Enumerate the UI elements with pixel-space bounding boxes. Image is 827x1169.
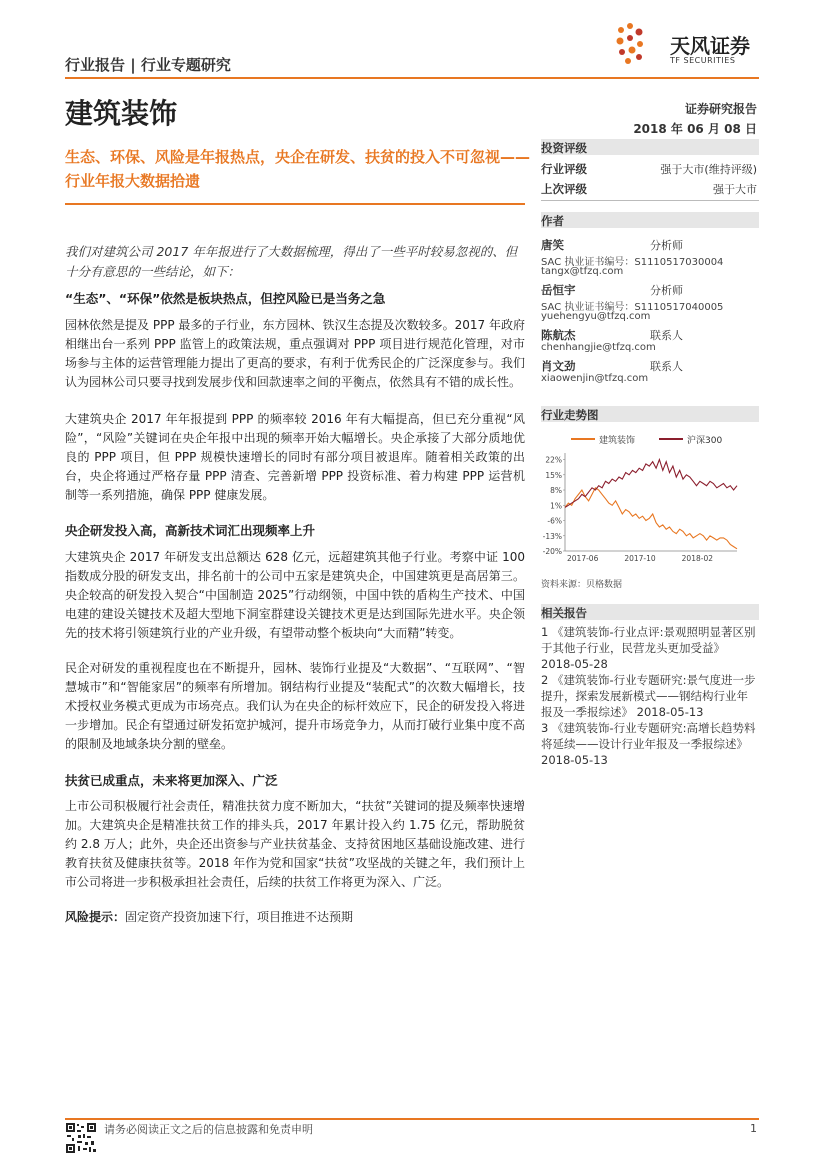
related-report-text: 3 《建筑装饰-行业专题研究:高增长趋势料将延续——设计行业年报及一季报综述》 xyxy=(541,721,756,751)
author-role-1: 分析师 xyxy=(650,239,683,252)
related-title: 相关报告 xyxy=(541,606,587,620)
breadcrumb: 行业报告 | 行业专题研究 xyxy=(65,56,231,74)
y-tick-label: 8% xyxy=(550,486,562,496)
related-report-date: 2018-05-28 xyxy=(541,657,608,671)
prev-rating-label: 上次评级 xyxy=(541,182,587,196)
series-line-construction xyxy=(565,488,737,549)
section-1-paragraph-1: 园林依然是提及 PPP 最多的子行业，东方园林、铁汉生态提及次数较多。2017 年政府相继出台一系列 PPP 监管上的政策法规，重点强调对 PPP 项目进行规范化管理，对市场参与主体的运营管理能力提出了更高的要求，有利于优秀民企的广泛深度参与。我们认为园林公司只要寻找到发展步伐和回款速率之间的平衡点，依然具有不错的成长性。 xyxy=(65,318,525,389)
section-1-paragraph-2: 大建筑央企 2017 年年报提到 PPP 的频率较 2016 年有大幅提高，但已充分重视“风险”，“风险”关键词在央企年报中出现的频率开始大幅增长。央企承接了大部分质地优良的 PPP 项目，但 PPP 规模快速增长的同时有部分项目被退库。随着相关政策的出台，央企将通过严格存量 PPP 清查、完善新增 PPP 投资标准、着力构建 PPP 运营机制等一系列措施，确保 PPP 健康发展。 xyxy=(65,412,525,502)
y-tick-label: 1% xyxy=(550,501,562,511)
rating-title: 投资评级 xyxy=(541,141,587,155)
risk-label: 风险提示： xyxy=(65,910,126,924)
related-report-date: 2018-05-13 xyxy=(636,705,704,719)
footer-disclaimer[interactable]: 请务必阅读正文之后的信息披露和免责申明 xyxy=(104,1123,313,1136)
y-tick-label: -20% xyxy=(542,547,562,556)
section-title-2: 央企研发投入高，高新技术词汇出现频率上升 xyxy=(65,523,316,538)
authors-title-bar xyxy=(541,212,759,228)
industry-rating-label: 行业评级 xyxy=(541,162,587,176)
intro-paragraph: 我们对建筑公司 2017 年年报进行了大数据梳理，得出了一些平时较易忽视的、但十分有意思的一些结论，如下： xyxy=(65,244,518,279)
qr-code-icon xyxy=(65,1122,97,1154)
header-rule xyxy=(65,77,759,79)
author-name-1: 唐笑 xyxy=(541,238,564,252)
section-2-paragraph-1: 大建筑央企 2017 年研发支出总额达 628 亿元，远超建筑其他子行业。考察中证 100 指数成分股的研发支出，排名前十的公司中五家是建筑央企，中国建筑更是高居第三。央企较高的研发投入契合“中国制造 2025”行动纲领，中国中铁的盾构生产技术、中国电建的建设关键技术及超大型地下洞室群建设关键技术更是达到国际先进水平。央企领先的技术将引领建筑行业的产业升级，有望带动整个板块向“大而精”转变。 xyxy=(65,550,525,640)
report-date: 2018 年 06 月 08 日 xyxy=(633,122,757,136)
related-report-1[interactable] xyxy=(541,624,759,672)
author-role-3: 联系人 xyxy=(650,329,683,342)
section-2-paragraph-2: 民企对研发的重视程度也在不断提升，园林、装饰行业提及“大数据”、“互联网”、“智慧城市”和“智能家居”的频率有所增加。钢结构行业提及“装配式”的次数大幅增长，技术授权业务模式更成为市场亮点。我们认为在央企的标杆效应下，民企的研发投入将进一步增加。民企有望通过研发拓宽护城河，提升市场竞争力，从而打破行业集中度不高的限制及地域条块分割的壁垒。 xyxy=(65,661,525,751)
y-tick-label: -6% xyxy=(547,516,562,526)
author-email-2[interactable]: yuehengyu@tfzq.com xyxy=(541,311,651,322)
industry-title: 建筑装饰 xyxy=(65,97,178,130)
section-3-paragraph-1: 上市公司积极履行社会责任，精准扶贫力度不断加大，“扶贫”关键词的提及频率快速增加。大建筑央企是精准扶贫工作的排头兵，2017 年累计投入约 1.75 亿元，帮助脱贫约 2.8 万人；此外，央企还出资参与产业扶贫基金、支持贫困地区基础设施改建、进行教育扶贫及健康扶贫等。2018 年作为党和国家“扶贫”攻坚战的关键之年，我们预计上市公司将进一步积极承担社会责任，后续的扶贫工作将更为深入、广泛。 xyxy=(65,799,525,889)
author-name-3: 陈航杰 xyxy=(541,328,576,342)
author-email-3[interactable]: chenhangjie@tfzq.com xyxy=(541,342,656,353)
trend-title: 行业走势图 xyxy=(541,408,599,422)
related-report-2[interactable] xyxy=(541,672,759,720)
risk-text: 固定资产投资加速下行，项目推进不达预期 xyxy=(125,910,354,924)
industry-rating-value: 强于大市(维持评级) xyxy=(660,163,757,176)
rating-rule xyxy=(541,200,759,201)
legend-label: 建筑装饰 xyxy=(599,436,636,446)
risk-warning xyxy=(65,908,353,925)
author-cert-1: SAC 执业证书编号：S1110517030004 xyxy=(541,257,724,268)
footer-rule xyxy=(65,1118,759,1120)
related-report-3[interactable] xyxy=(541,720,759,768)
logo-subtext: TF SECURITIES xyxy=(670,56,736,65)
y-tick-label: 22% xyxy=(545,455,562,465)
author-email-1[interactable]: tangx@tfzq.com xyxy=(541,266,624,277)
y-tick-label: -13% xyxy=(542,531,562,541)
y-tick-label: 15% xyxy=(545,470,562,480)
x-tick-label: 2018-02 xyxy=(681,554,714,563)
related-report-date: 2018-05-13 xyxy=(541,753,608,767)
author-name-4: 肖文劲 xyxy=(541,359,576,373)
page-number: 1 xyxy=(750,1122,757,1135)
legend-label: 沪深300 xyxy=(687,436,723,446)
section-title-1: “生态”、“环保”依然是板块热点，但控风险已是当务之急 xyxy=(65,291,386,306)
headline-rule xyxy=(65,203,525,205)
related-report-text: 2 《建筑装饰-行业专题研究:景气度进一步提升，探索发展新模式——钢结构行业年报及一季报综述》 xyxy=(541,673,756,719)
related-report-text: 1 《建筑装饰-行业点评:景观照明显著区别于其他子行业，民营龙头更加受益》 xyxy=(541,625,756,655)
logo-text: 天风证券 xyxy=(670,34,750,58)
author-cert-2: SAC 执业证书编号：S1110517040005 xyxy=(541,302,724,313)
chart-source: 资料来源：贝格数据 xyxy=(541,580,623,590)
author-role-2: 分析师 xyxy=(650,284,683,297)
section-title-3: 扶贫已成重点，未来将更加深入、广泛 xyxy=(65,773,278,788)
author-role-4: 联系人 xyxy=(650,360,683,373)
industry-trend-chart xyxy=(541,425,759,577)
report-type: 证券研究报告 xyxy=(684,102,757,116)
x-tick-label: 2017-10 xyxy=(624,554,656,563)
prev-rating-value: 强于大市 xyxy=(713,183,757,196)
report-headline: 生态、环保、风险是年报热点，央企在研发、扶贫的投入不可忽视——行业年报大数据拾遗 xyxy=(65,148,531,190)
authors-title: 作者 xyxy=(541,214,564,228)
author-name-2: 岳恒宇 xyxy=(541,283,576,297)
author-email-4[interactable]: xiaowenjin@tfzq.com xyxy=(541,373,649,384)
series-line-hs300 xyxy=(565,460,737,508)
x-tick-label: 2017-06 xyxy=(567,554,599,563)
